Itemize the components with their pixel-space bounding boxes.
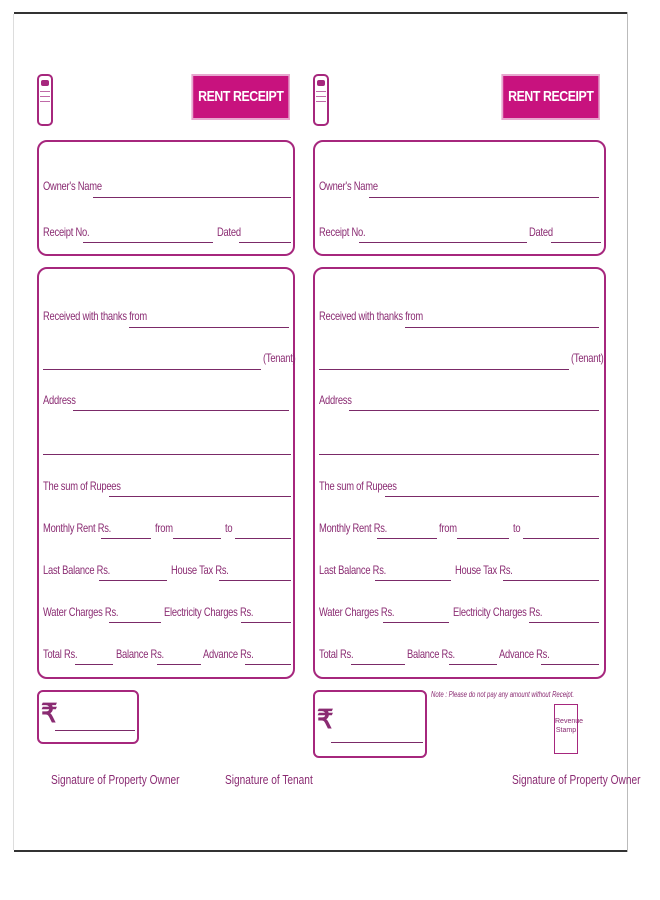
frame-right-border [627, 12, 628, 852]
house-tax-label: House Tax Rs. [455, 563, 513, 577]
tenant-name-field[interactable] [319, 369, 569, 370]
frame-left-border [13, 14, 14, 850]
address-label: Address [319, 393, 352, 407]
dated-field[interactable] [551, 242, 601, 243]
receipt-title: RENT RECEIPT [502, 74, 600, 120]
electricity-charges-label: Electricity Charges Rs. [453, 605, 543, 619]
receipt-stub-left [37, 70, 313, 800]
advance-field[interactable] [541, 664, 599, 665]
receipt-no-field[interactable] [83, 242, 213, 243]
sum-of-rupees-label: The sum of Rupees [43, 479, 121, 493]
from-field[interactable] [173, 538, 221, 539]
address-field-1[interactable] [73, 410, 289, 411]
total-label: Total Rs. [43, 647, 78, 661]
from-field[interactable] [457, 538, 509, 539]
frame-bottom-border [14, 850, 628, 852]
signature-owner-label: Signature of Property Owner [512, 772, 641, 787]
water-charges-field[interactable] [383, 622, 449, 623]
to-label: to [225, 521, 233, 535]
balance-field[interactable] [157, 664, 201, 665]
house-tax-label: House Tax Rs. [171, 563, 229, 577]
rupee-icon: ₹ [41, 698, 58, 728]
from-label: from [155, 521, 173, 535]
dated-label: Dated [529, 225, 553, 239]
balance-label: Balance Rs. [116, 647, 164, 661]
sum-of-rupees-field[interactable] [109, 496, 291, 497]
tenant-label: (Tenant) [263, 351, 296, 365]
address-field-1[interactable] [349, 410, 599, 411]
last-balance-label: Last Balance Rs. [319, 563, 387, 577]
water-charges-label: Water Charges Rs. [43, 605, 119, 619]
payment-note: Note : Please do not pay any amount without Receipt. [431, 690, 575, 699]
received-from-field[interactable] [405, 327, 599, 328]
received-from-field[interactable] [129, 327, 289, 328]
electricity-charges-label: Electricity Charges Rs. [164, 605, 254, 619]
brand-logo-icon [37, 74, 53, 126]
water-charges-field[interactable] [109, 622, 161, 623]
dated-label: Dated [217, 225, 241, 239]
frame-top-border [14, 12, 628, 14]
received-from-label: Received with thanks from [43, 309, 147, 323]
rupee-icon: ₹ [317, 704, 334, 734]
monthly-rent-field[interactable] [101, 538, 151, 539]
receipt-stub-right [313, 70, 641, 800]
last-balance-field[interactable] [99, 580, 167, 581]
monthly-rent-label: Monthly Rent Rs. [43, 521, 112, 535]
receipt-no-field[interactable] [359, 242, 527, 243]
from-label: from [439, 521, 457, 535]
address-field-2[interactable] [319, 454, 599, 455]
revenue-stamp-box: Revenue Stamp [554, 704, 578, 754]
received-from-label: Received with thanks from [319, 309, 423, 323]
last-balance-field[interactable] [375, 580, 451, 581]
to-label: to [513, 521, 521, 535]
signature-tenant-label: Signature of Tenant [225, 772, 313, 787]
amount-box [313, 690, 427, 758]
owners-name-field[interactable] [93, 197, 291, 198]
electricity-charges-field[interactable] [241, 622, 291, 623]
advance-field[interactable] [245, 664, 291, 665]
balance-label: Balance Rs. [407, 647, 455, 661]
advance-label: Advance Rs. [499, 647, 550, 661]
to-field[interactable] [235, 538, 291, 539]
brand-logo-icon [313, 74, 329, 126]
total-field[interactable] [75, 664, 113, 665]
amount-field[interactable] [331, 742, 423, 743]
tenant-name-field[interactable] [43, 369, 261, 370]
total-field[interactable] [351, 664, 405, 665]
header-info-box [313, 140, 606, 256]
dated-field[interactable] [239, 242, 291, 243]
advance-label: Advance Rs. [203, 647, 254, 661]
amount-box [37, 690, 139, 744]
address-label: Address [43, 393, 76, 407]
owners-name-label: Owner's Name [43, 179, 102, 193]
owners-name-label: Owner's Name [319, 179, 378, 193]
sum-of-rupees-label: The sum of Rupees [319, 479, 397, 493]
header-info-box [37, 140, 295, 256]
electricity-charges-field[interactable] [529, 622, 599, 623]
total-label: Total Rs. [319, 647, 354, 661]
receipt-title: RENT RECEIPT [192, 74, 290, 120]
monthly-rent-field[interactable] [377, 538, 437, 539]
amount-field[interactable] [55, 730, 135, 731]
monthly-rent-label: Monthly Rent Rs. [319, 521, 388, 535]
to-field[interactable] [523, 538, 599, 539]
signature-owner-label: Signature of Property Owner [51, 772, 180, 787]
payment-details-box [37, 267, 295, 679]
last-balance-label: Last Balance Rs. [43, 563, 111, 577]
balance-field[interactable] [449, 664, 497, 665]
receipt-no-label: Receipt No. [319, 225, 366, 239]
water-charges-label: Water Charges Rs. [319, 605, 395, 619]
receipt-no-label: Receipt No. [43, 225, 90, 239]
house-tax-field[interactable] [219, 580, 291, 581]
payment-details-box [313, 267, 606, 679]
address-field-2[interactable] [43, 454, 291, 455]
owners-name-field[interactable] [369, 197, 599, 198]
house-tax-field[interactable] [503, 580, 599, 581]
sum-of-rupees-field[interactable] [385, 496, 599, 497]
tenant-label: (Tenant) [571, 351, 604, 365]
